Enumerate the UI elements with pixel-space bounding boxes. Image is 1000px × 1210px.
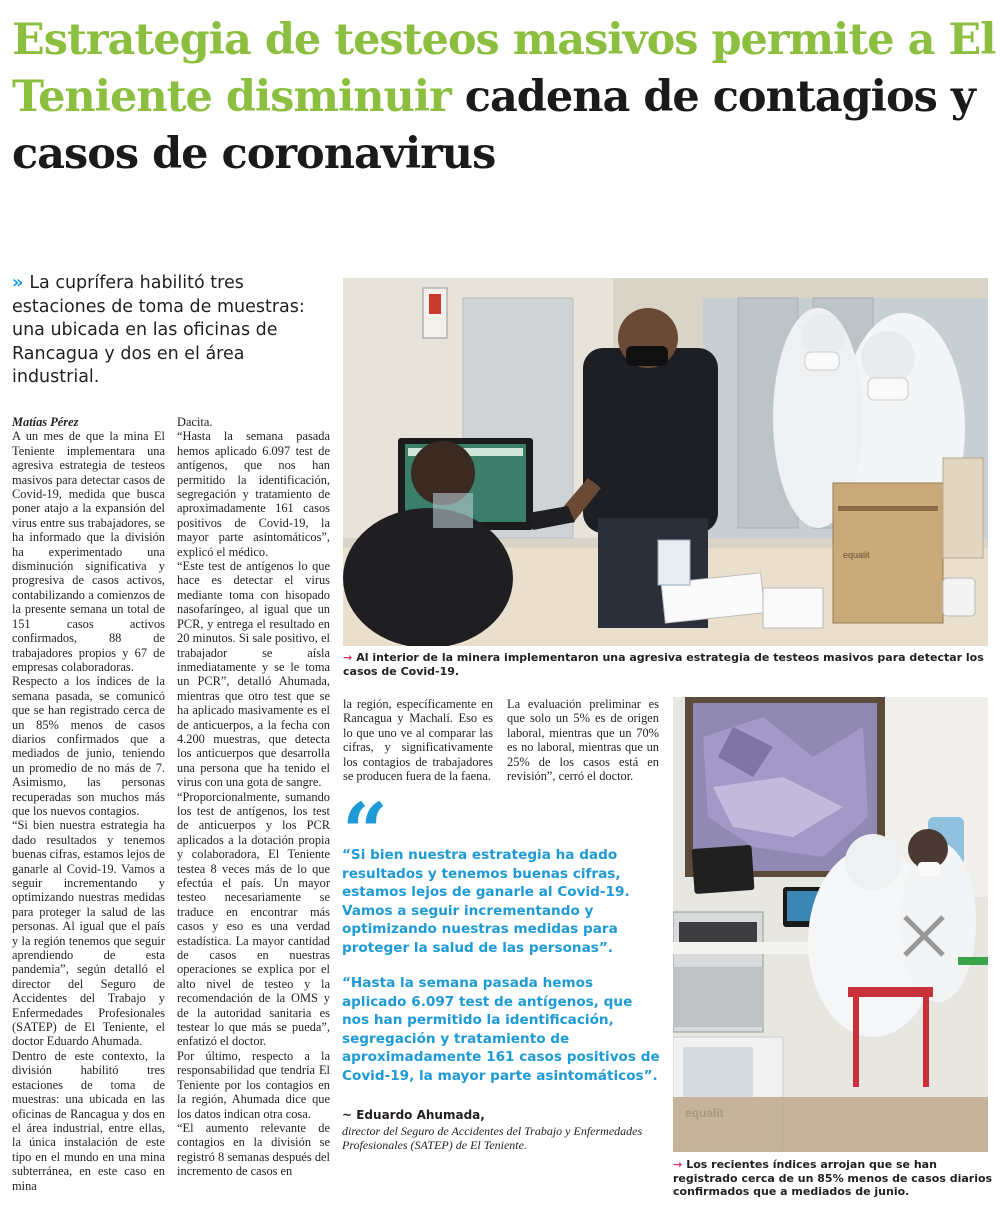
- article-column-3: [343, 697, 493, 783]
- attribution-name: ~ Eduardo Ahumada,: [342, 1108, 485, 1122]
- paragraph: A un mes de que la mina El Teniente implementara una agresiva estrategia de testeos masivos para detectar casos de Covid-19, medida que busca poner atajo a la expansión del virus entre sus trabajadores, se ha informado que la división ha experimentado una disminución significativa y progresiva de casos activos, contabilizando a comienzos de la presente semana un total de 151 casos activos confirmados, 88 de trabajadores propios y 67 de empresas colaboradoras.: [12, 429, 165, 674]
- paragraph: Dacita.: [177, 415, 213, 429]
- attribution-role: director del Seguro de Accidentes del Trabajo y Enfermedades Profesionales (SATEP) de El Teniente.: [342, 1124, 643, 1152]
- paragraph: Por último, respecto a la responsabilidad que tendría El Teniente por los contagios en la región, Ahumada dice que los datos indican otra cosa.: [177, 1048, 330, 1121]
- paragraph: “Este test de antígenos lo que hace es detectar el virus mediante toma con hisopado nasofaríngeo, al igual que un PCR, y entrega el resultado en 20 minutos. Si sale positivo, el trabajador se aísla inmediatamente y se le toma un PCR”, detalló Ahumada, mientras que otro test que se ha aplicado masivamente es el de anticuerpos, a la fecha con 4.200 muestras, que detecta los anticuerpos que desarrolla una persona que ha tenido el virus con una gota de sangre.: [177, 559, 330, 790]
- headline-green: Estrategia de testeos masivos permite a El Teniente disminuir: [12, 15, 996, 122]
- photo-testing-station-illustration: [343, 278, 988, 646]
- arrow-right-icon: →: [343, 651, 353, 664]
- paragraph: La evaluación preliminar es que solo un 5% es de origen laboral, mientras que un 70% es no laboral, mientras que un 25% de los casos está en revisión”, cerró el doctor.: [507, 697, 659, 784]
- photo-testing-station: [343, 278, 988, 646]
- paragraph: “Hasta la semana pasada hemos aplicado 6.097 test de antígenos, que nos han permitido la identificación, segregación y tratamiento de aproximadamente 161 casos positivos de Covid-19, la mayor parte asintomáticos”, explicó el médico.: [177, 429, 330, 559]
- article-column-1: [12, 415, 165, 1193]
- photo-2-caption-text: Los recientes índices arrojan que se han registrado cerca de un 85% menos de casos diarios confirmados que a mediados de junio.: [673, 1158, 993, 1198]
- photo-1-caption-text: Al interior de la minera implementaron una agresiva estrategia de testeos masivos para detectar los casos de Covid-19.: [343, 651, 984, 678]
- arrow-right-icon: →: [673, 1158, 683, 1171]
- photo-lab-room: [673, 697, 988, 1152]
- paragraph: “Si bien nuestra estrategia ha dado resultados y tenemos buenas cifras, estamos lejos de ganarle al Covid-19. Vamos a seguir incrementando y optimizando nuestras medidas para proteger la salud de las personas. Al igual que el país y la región tenemos que seguir aprendiendo de esta pandemia”, según detalló el director del Seguro de Accidentes del Trabajo y Enfermedades Profesionales (SATEP) de El Teniente, el doctor Eduardo Ahumada.: [12, 818, 165, 1049]
- paragraph: Respecto a los índices de la semana pasada, se comunicó que se han registrado cerca de un 85% menos de casos diarios confirmados que a mediados de junio, teniendo un promedio de no más de 7. Asimismo, las personas recuperadas son muchos más que los nuevos contagios.: [12, 674, 165, 818]
- paragraph: Dentro de este contexto, la división habilitó tres estaciones de toma de muestras: una ubicada en las oficinas de Rancagua y dos en el área industrial, entre ellas, la única instalación de este tipo en el mundo en una mina subterránea, en este caso en mina: [12, 1048, 165, 1193]
- paragraph: “El aumento relevante de contagios en la división se registró 8 semanas después del incremento de casos en: [177, 1120, 330, 1179]
- paragraph: la región, específicamente en Rancagua y Machalí. Eso es lo que uno ve al comparar las cifras, y significativamente los contagios de trabajadores se producen fuera de la faena.: [343, 697, 493, 784]
- photo-1-caption: [343, 651, 993, 678]
- lead-paragraph: [12, 272, 327, 390]
- photo-2-caption: [673, 1158, 993, 1199]
- pullquote-1: “Si bien nuestra estrategia ha dado resultados y tenemos buenas cifras, estamos lejos de ganarle al Covid-19. Vamos a seguir incrementando y optimizando nuestras medidas para proteger la salud de las personas”.: [342, 847, 630, 956]
- article-column-2: [177, 415, 330, 1179]
- quote-mark-icon: “: [342, 785, 389, 879]
- photo-lab-room-illustration: [673, 697, 988, 1152]
- lead-text: La cuprífera habilitó tres estaciones de toma de muestras: una ubicada en las oficinas de Rancagua y dos en el área industrial.: [12, 273, 305, 387]
- author: Matías Pérez: [12, 415, 79, 429]
- chevron-right-icon: »: [12, 273, 24, 293]
- article-column-4: [507, 697, 659, 783]
- paragraph: “Proporcionalmente, sumando los test de antígenos, los test de anticuerpos y los PCR aplicados a la dotación propia y colaboradora, El Teniente testea 8 veces más de lo que efectúa el país. Un mayor testeo necesariamente se traduce en encontrar más casos y eso es una verdad estadística. La mayor cantidad de casos en nuestras operaciones se explica por el alto nivel de testeo y la recomendación de la OMS y de la autoridad sanitaria es testear lo que más se pueda”, enfatizó el doctor.: [177, 789, 330, 1049]
- headline: [12, 12, 997, 183]
- headline-dark: cadena de contagios y casos de coronavirus: [12, 72, 975, 179]
- pullquote-2: “Hasta la semana pasada hemos aplicado 6.097 test de antígenos, que nos han permitido la identificación, segregación y tratamiento de aproximadamente 161 casos positivos de Covid-19, la mayor parte asintomáticos”.: [342, 975, 660, 1084]
- box-label-1: equalit: [843, 550, 870, 560]
